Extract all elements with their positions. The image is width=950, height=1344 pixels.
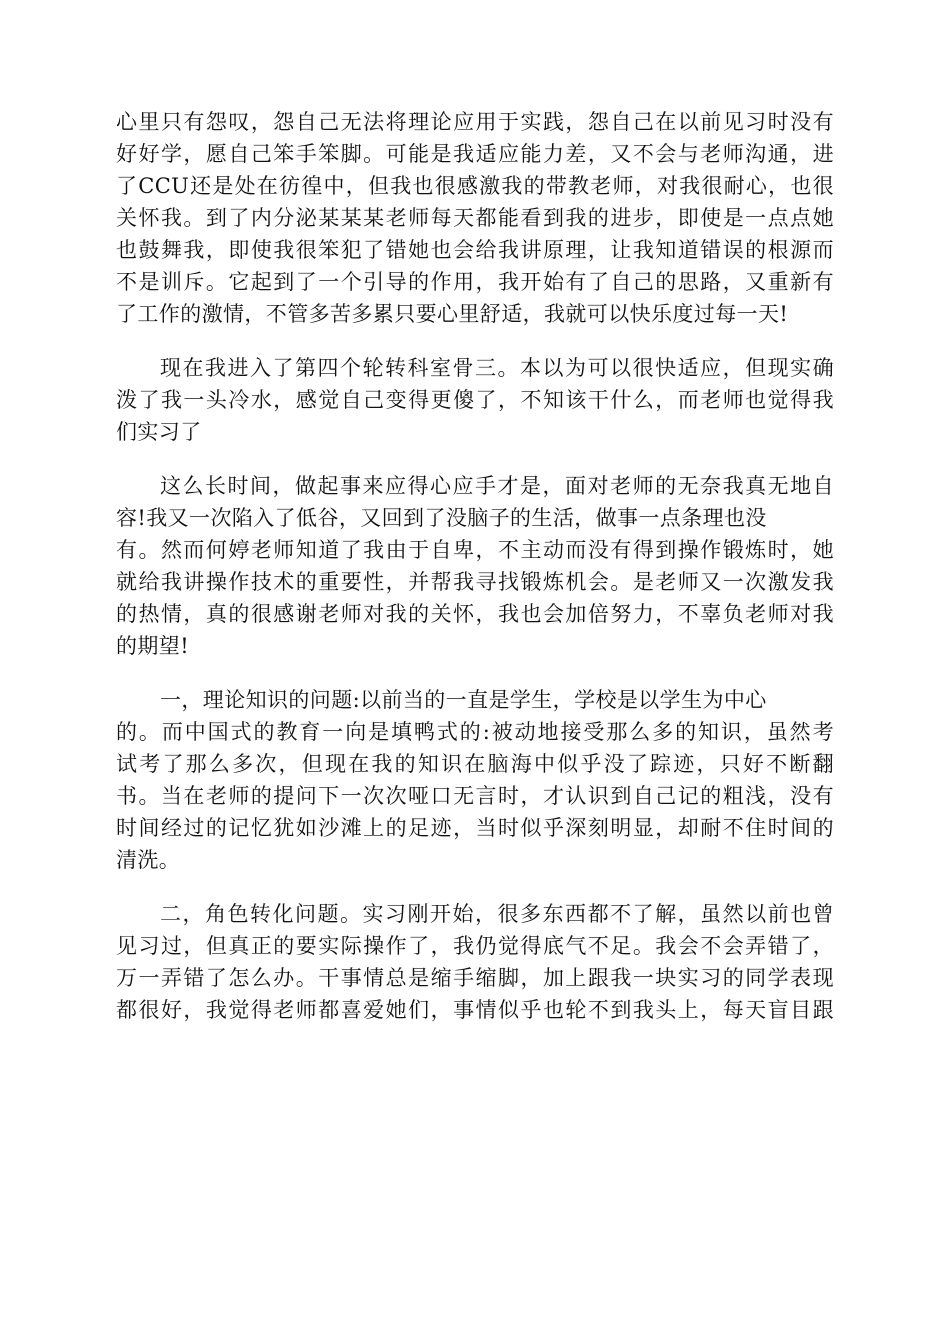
text-line: 了工作的激情，不管多苦多累只要心里舒适，我就可以快乐度过每一天! [116,302,789,326]
text-line: 见习过，但真正的要实际操作了，我仍觉得底气不足。我会不会弄错了， [116,934,834,958]
text-line: 的期望! [116,634,190,658]
text-line: 的热情，真的很感谢老师对我的关怀，我也会加倍努力，不辜负老师对我 [116,602,834,626]
document-page [116,106,834,1026]
text-line: 这么长时间，做起事来应得心应手才是，面对老师的无奈我真无地自 [160,474,834,498]
text-line: 的。而中国式的教育一向是填鸭式的:被动地接受那么多的知识，虽然考 [116,720,834,744]
text-line: 容!我又一次陷入了低谷，又回到了没脑子的生活，做事一点条理也没 [116,506,767,530]
text-line: 清洗。 [116,848,181,872]
paragraph-2 [116,352,834,448]
paragraph-5 [116,898,834,1026]
paragraph-1 [116,106,834,330]
text-line: 泼了我一头冷水，感觉自己变得更傻了，不知该干什么，而老师也觉得我 [116,388,834,412]
paragraph-3 [116,470,834,662]
text-line: 一，理论知识的问题:以前当的一直是学生，学校是以学生为中心 [160,688,767,712]
text-line: 就给我讲操作技术的重要性，并帮我寻找锻炼机会。是老师又一次激发我 [116,570,834,594]
text-line: 有。然而何婷老师知道了我由于自卑，不主动而没有得到操作锻炼时，她 [116,538,834,562]
text-line: 也鼓舞我，即使我很笨犯了错她也会给我讲原理，让我知道错误的根源而 [116,238,834,262]
text-line: 万一弄错了怎么办。干事情总是缩手缩脚，加上跟我一块实习的同学表现 [116,966,834,990]
text-line: 时间经过的记忆犹如沙滩上的足迹，当时似乎深刻明显，却耐不住时间的 [116,816,834,840]
text-line: 心里只有怨叹，怨自己无法将理论应用于实践，怨自己在以前见习时没有 [116,110,834,134]
paragraph-4 [116,684,834,876]
text-line: 好好学，愿自己笨手笨脚。可能是我适应能力差，又不会与老师沟通，进 [116,142,834,166]
text-line: 二，角色转化问题。实习刚开始，很多东西都不了解，虽然以前也曾 [160,902,834,926]
text-line: 不是训斥。它起到了一个引导的作用，我开始有了自己的思路，又重新有 [116,270,834,294]
text-line: 现在我进入了第四个轮转科室骨三。本以为可以很快适应，但现实确 [160,356,834,380]
text-line: 们实习了 [116,420,202,444]
text-line: 了CCU还是处在彷徨中，但我也很感激我的带教老师，对我很耐心，也很 [116,174,834,198]
text-line: 关怀我。到了内分泌某某某老师每天都能看到我的进步，即使是一点点她 [116,206,834,230]
text-line: 都很好，我觉得老师都喜爱她们，事情似乎也轮不到我头上，每天盲目跟 [116,998,834,1022]
text-line: 试考了那么多次，但现在我的知识在脑海中似乎没了踪迹，只好不断翻 [116,752,834,776]
text-line: 书。当在老师的提问下一次次哑口无言时，才认识到自己记的粗浅，没有 [116,784,834,808]
